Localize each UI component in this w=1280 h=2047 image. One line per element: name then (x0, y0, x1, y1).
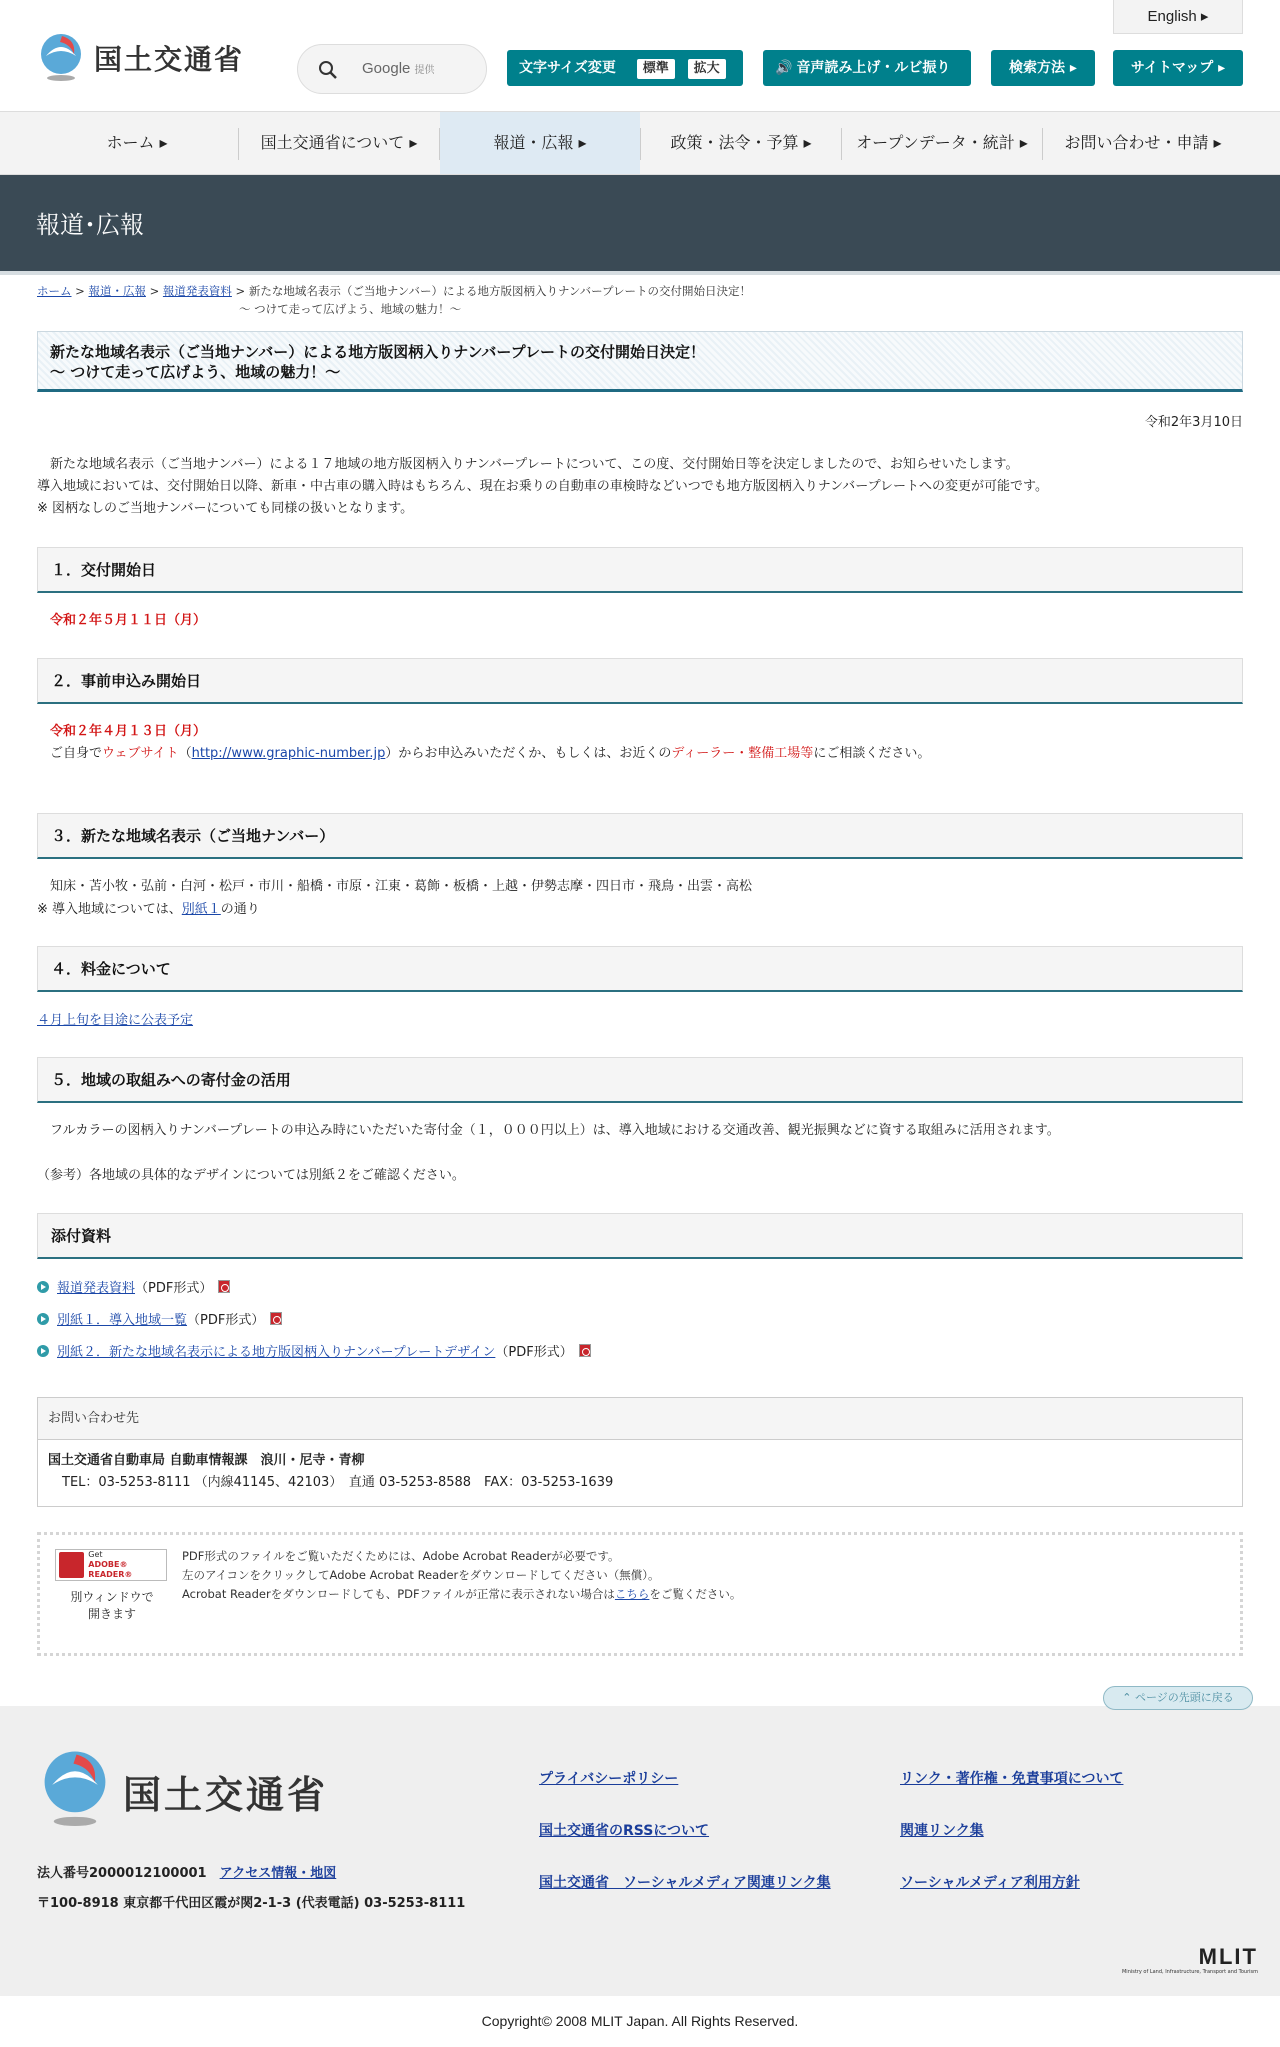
mlit-emblem-icon (37, 1748, 113, 1834)
acrobat-help-link[interactable]: こちら (614, 1587, 650, 1601)
speaker-icon: 🔊 (775, 60, 793, 76)
issue-start-date: 令和２年５月１１日（月） (50, 613, 207, 628)
attachment-link-appendix1[interactable]: 別紙１．導入地域一覧 (57, 1313, 188, 1328)
acrobat-notice (37, 1532, 1243, 1656)
fee-announce-link[interactable]: ４月上旬を目途に公表予定 (37, 1013, 194, 1028)
english-link[interactable]: English ▸ (1113, 0, 1243, 34)
region-note: ※ 導入地域については、別紙１の通り (37, 902, 260, 917)
social-media-policy-link[interactable]: ソーシャルメディア利用方針 (900, 1875, 1080, 1891)
preorder-date: 令和２年４月１３日（月） (50, 724, 207, 739)
mlit-emblem-icon (36, 32, 86, 84)
breadcrumb-current: 新たな地域名表示（ご当地ナンバー）による地方版図柄入りナンバープレートの交付開始日決定！ (248, 284, 752, 298)
section-heading-3: ３．新たな地域名表示（ご当地ナンバー） (37, 813, 1243, 859)
search-icon (318, 60, 338, 80)
font-size-control: 文字サイズ変更 標準 拡大 (507, 50, 743, 86)
adobe-reader-icon (59, 1552, 84, 1578)
search-method-button[interactable]: 検索方法 ▸ (991, 50, 1095, 86)
breadcrumb-current-sub: ～ つけて走って広げよう、地域の魅力！～ (239, 302, 462, 316)
font-size-normal-button[interactable]: 標準 (637, 59, 675, 79)
breadcrumb-release[interactable]: 報道発表資料 (162, 284, 232, 298)
attachment-item: 報道発表資料 （PDF形式） (37, 1277, 230, 1296)
reference-text: （参考）各地域の具体的なデザインについては別紙２をご確認ください。 (37, 1168, 465, 1183)
copyright-text: Copyright© 2008 MLIT Japan. All Rights Reserved. (0, 1996, 1280, 2047)
related-links-link[interactable]: 関連リンク集 (900, 1823, 984, 1839)
footer-address: 〒100-8918 東京都千代田区霞が関2-1-3 (代表電話) 03-5253-8111 (37, 1896, 466, 1911)
intro-text: 新たな地域名表示（ご当地ナンバー）による１７地域の地方版図柄入りナンバープレートについて、この度、交付開始日等を決定しましたので、お知らせいたします。 導入地域においては、交付開始日以降、新車・中古車の購入時はもちろん、現在お乗りの自動車の車検時などいつでも地方版図柄入りナンバープレートへの変更が可能です。 ※ 図柄なしのご当地ナンバーについても同様の扱いとなります。 (37, 457, 1049, 516)
mlit-wordmark: MLIT Ministry of Land, Infrastructure, Transport and Tourism (1121, 1944, 1258, 1975)
new-window-caption: 別ウィンドウで 開きます (70, 1590, 154, 1621)
pdf-icon (579, 1344, 591, 1357)
banner-title: 報道･広報 (36, 211, 144, 239)
website-text: ウェブサイト (102, 746, 179, 761)
nav-policy[interactable]: 政策・法令・予算 ▸ (670, 133, 812, 152)
page-title-line2: ～ つけて走って広げよう、地域の魅力！～ (50, 363, 341, 381)
footer (0, 1706, 1280, 1996)
nav-about[interactable]: 国土交通省について ▸ (260, 133, 418, 152)
arrow-bullet-icon (37, 1281, 49, 1293)
arrow-bullet-icon (37, 1313, 49, 1325)
arrow-bullet-icon (37, 1345, 49, 1357)
release-date: 令和2年3月10日 (1144, 415, 1243, 430)
arrow-up-icon: ⌃ (1122, 1691, 1132, 1704)
page-title (37, 331, 1243, 392)
footer-logo[interactable] (37, 1748, 328, 1834)
appendix1-inline-link[interactable]: 別紙１ (181, 902, 221, 917)
preorder-text: 令和２年４月１３日（月） ご自身でウェブサイト（http://www.graphic-number.jp）からお申込みいただくか、もしくは、お近くのディーラー・整備工場等にご相談ください。 (50, 721, 1240, 765)
access-map-link[interactable]: アクセス情報・地図 (219, 1866, 337, 1881)
page-title-line1: 新たな地域名表示（ご当地ナンバー）による地方版図柄入りナンバープレートの交付開始日決定！ (50, 343, 706, 361)
contact-heading: お問い合わせ先 (38, 1398, 1242, 1440)
section-banner (0, 175, 1280, 271)
attachment-link-release[interactable]: 報道発表資料 (57, 1281, 136, 1296)
mlit-logo[interactable] (36, 32, 244, 84)
google-search-box[interactable] (297, 44, 487, 94)
rss-link[interactable]: 国土交通省のRSSについて (539, 1823, 710, 1839)
nav-home[interactable]: ホーム ▸ (106, 133, 168, 152)
social-media-links-link[interactable]: 国土交通省 ソーシャルメディア関連リンク集 (539, 1875, 831, 1891)
privacy-policy-link[interactable]: プライバシーポリシー (539, 1771, 679, 1787)
footer-logo-text: 国土交通省 (123, 1772, 329, 1817)
pdf-icon (218, 1280, 230, 1293)
contact-dept: 国土交通省自動車局 自動車情報課 浪川・尼寺・青柳 (48, 1453, 365, 1468)
dealer-text: ディーラー・整備工場等 (671, 746, 814, 761)
section-heading-4: ４．料金について (37, 946, 1243, 992)
section-heading-2: ２．事前申込み開始日 (37, 658, 1243, 704)
nav-press[interactable]: 報道・広報 ▸ (440, 112, 640, 174)
banner-band (0, 271, 1280, 275)
breadcrumb-home[interactable]: ホーム (37, 284, 72, 298)
donation-text: フルカラーの図柄入りナンバープレートの申込み時にいただいた寄付金（１，０００円以上）は、導入地域における交通改善、観光振興などに資する取組みに活用されます。 (37, 1123, 1060, 1138)
fee-text (37, 1010, 193, 1032)
region-list: 知床・苫小牧・弘前・白河・松戸・市川・船橋・市原・江東・葛飾・板橋・上越・伊勢志摩・四日市・飛鳥・出雲・高松 (50, 879, 753, 894)
voice-ruby-button[interactable]: 🔊 音声読み上げ・ルビ振り (763, 50, 971, 86)
section-heading-1: １．交付開始日 (37, 547, 1243, 593)
acrobat-text: PDF形式のファイルをご覧いただくためには、Adobe Acrobat Readerが必要です。 左のアイコンをクリックしてAdobe Acrobat Readerをダウンロードしてください（無償）。 Acrobat Readerをダウンロードしても、PDFファイルが正常に表示されない場合はこちらをご覧ください。 (182, 1549, 742, 1601)
nav-opendata[interactable]: オープンデータ・統計 ▸ (856, 133, 1028, 152)
search-label: Google 提供 (362, 60, 435, 77)
attachment-link-appendix2[interactable]: 別紙２．新たな地域名表示による地方版図柄入りナンバープレートデザイン (57, 1345, 496, 1360)
logo-text: 国土交通省 (94, 43, 245, 76)
breadcrumb-press[interactable]: 報道・広報 (88, 284, 146, 298)
font-size-large-button[interactable]: 拡大 (688, 59, 726, 79)
global-nav (0, 111, 1280, 175)
contact-phone: TEL：03-5253-8111 （内線41145、42103） 直通 03-5253-8588 FAX：03-5253-1639 (62, 1475, 614, 1490)
back-to-top-button[interactable]: ⌃ ページの先頭に戻る (1103, 1686, 1253, 1710)
contact-box (37, 1397, 1243, 1507)
attachment-item: 別紙２．新たな地域名表示による地方版図柄入りナンバープレートデザイン （PDF形式） (37, 1341, 591, 1360)
sitemap-button[interactable]: サイトマップ ▸ (1113, 50, 1243, 86)
pdf-icon (270, 1312, 282, 1325)
attachments-heading: 添付資料 (37, 1213, 1243, 1259)
corp-info: 法人番号2000012100001 アクセス情報・地図 (37, 1866, 337, 1881)
copyright-link[interactable]: リンク・著作権・免責事項について (900, 1771, 1124, 1787)
get-adobe-reader-button[interactable]: Get ADOBE® READER® (55, 1549, 167, 1581)
attachment-item: 別紙１．導入地域一覧 （PDF形式） (37, 1309, 282, 1328)
section-heading-5: ５．地域の取組みへの寄付金の活用 (37, 1057, 1243, 1103)
breadcrumb: ホーム > 報道・広報 > 報道発表資料 > 新たな地域名表示（ご当地ナンバー）による地方版図柄入りナンバープレートの交付開始日決定！ ～ つけて走って広げよう、地域の魅力！～ (37, 284, 752, 316)
nav-contact[interactable]: お問い合わせ・申請 ▸ (1064, 133, 1222, 152)
graphic-number-link[interactable]: http://www.graphic-number.jp (191, 746, 386, 761)
